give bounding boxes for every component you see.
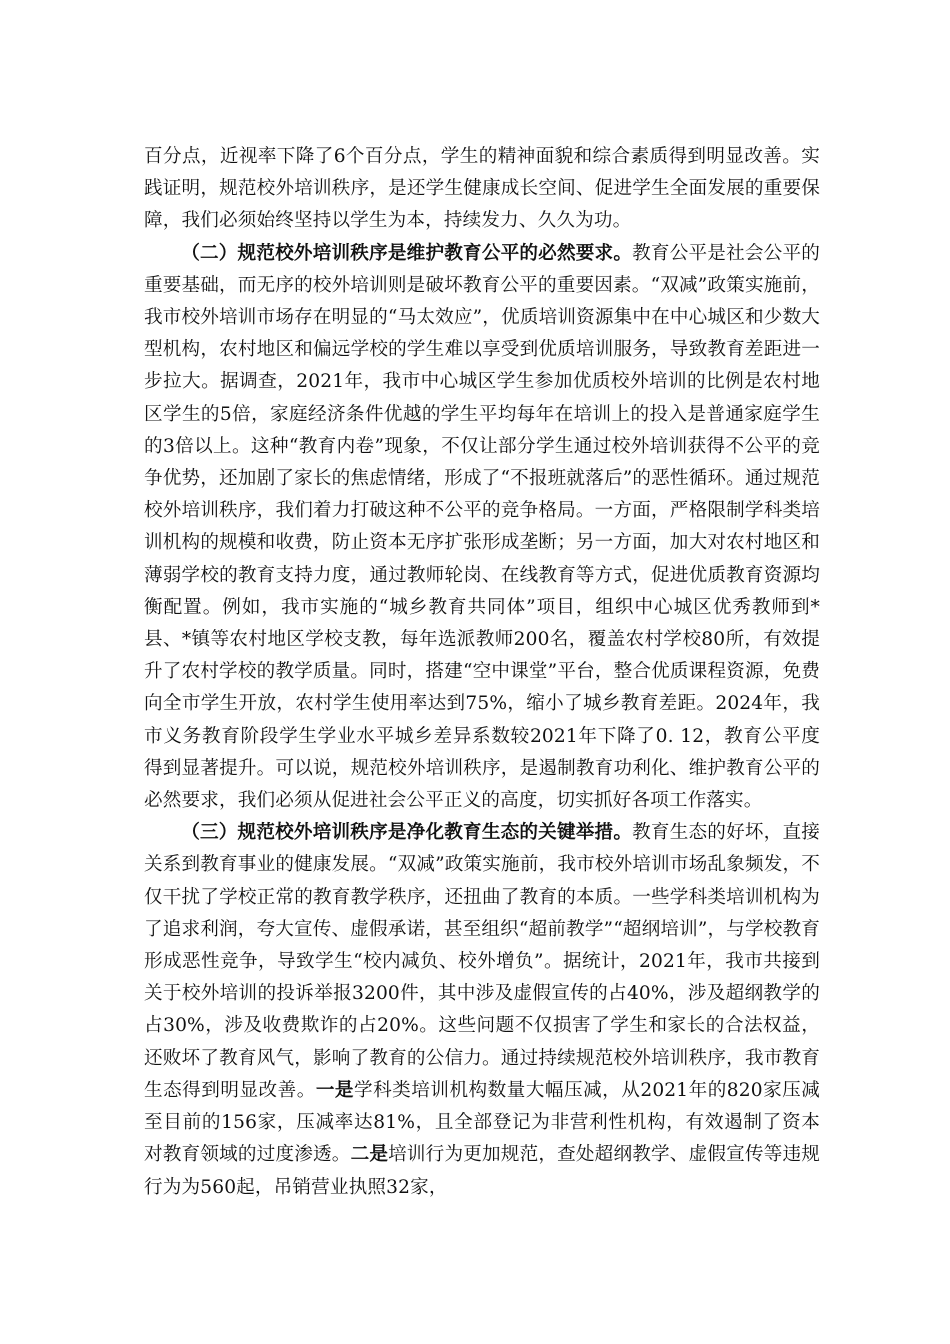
- paragraph-text: 百分点，近视率下降了6个百分点，学生的精神面貌和综合素质得到明显改善。实践证明，规范校外培训秩序，是还学生健康成长空间、促进学生全面发展的重要保障，我们必须始终坚持以学生为本，持续发力、久久为功。: [144, 146, 820, 232]
- point-marker-2: 二是: [350, 1144, 389, 1166]
- paragraph-text: 教育公平是社会公平的重要基础，而无序的校外培训则是破坏教育公平的重要因素。“双减”政策实施前，我市校外培训市场存在明显的“马太效应”，优质培训资源集中在中心城区和少数大型机构，农村地区和偏远学校的学生难以享受到优质培训服务，导致教育差距进一步拉大。据调查，2021年，我市中心城区学生参加优质校外培训的比例是农村地区学生的5倍，家庭经济条件优越的学生平均每年在培训上的投入是普通家庭学生的3倍以上。这种“教育内卷”现象，不仅让部分学生通过校外培训获得不公平的竞争优势，还加剧了家长的焦虑情绪，形成了“不报班就落后”的恶性循环。通过规范校外培训秩序，我们着力打破这种不公平的竞争格局。一方面，严格限制学科类培训机构的规模和收费，防止资本无序扩张形成垄断；另一方面，加大对农村地区和薄弱学校的教育支持力度，通过教师轮岗、在线教育等方式，促进优质教育资源均衡配置。例如，我市实施的“城乡教育共同体”项目，组织中心城区优秀教师到*县、*镇等农村地区学校支教，每年选派教师200名，覆盖农村学校80所，有效提升了农村学校的教学质量。同时，搭建“空中课堂”平台，整合优质课程资源，免费向全市学生开放，农村学生使用率达到75%，缩小了城乡教育差距。2024年，我市义务教育阶段学生学业水平城乡差异系数较2021年下降了0. 12，教育公平度得到显著提升。可以说，规范校外培训秩序，是遏制教育功利化、维护教育公平的必然要求，我们必须从促进社会公平正义的高度，切实抓好各项工作落实。: [144, 242, 820, 812]
- paragraph-text: 培训行为更加规范，查处超纲教学、虚假宣传等违规行为为560起，吊销营业执照32家，: [144, 1144, 820, 1198]
- paragraph-text: 教育生态的好坏，直接关系到教育事业的健康发展。“双减”政策实施前，我市校外培训市场乱象频发，不仅干扰了学校正常的教育教学秩序，还扭曲了教育的本质。一些学科类培训机构为了追求利润，夸大宣传、虚假承诺，甚至组织“超前教学”“超纲培训”，与学校教育形成恶性竞争，导致学生“校内减负、校外增负”。据统计，2021年，我市共接到关于校外培训的投诉举报3200件，其中涉及虚假宣传的占40%，涉及超纲教学的占30%，涉及收费欺诈的占20%。这些问题不仅损害了学生和家长的合法权益，还败坏了教育风气，影响了教育的公信力。通过持续规范校外培训秩序，我市教育生态得到明显改善。: [144, 822, 820, 1101]
- paragraph-education-ecology: [144, 817, 820, 1203]
- paragraph-continuation: [144, 141, 820, 238]
- section-heading-3: （三）规范校外培训秩序是净化教育生态的关键举措。: [181, 822, 633, 844]
- section-heading-2: （二）规范校外培训秩序是维护教育公平的必然要求。: [181, 242, 633, 264]
- paragraph-text: 学科类培训机构数量大幅压减，从2021年的820家压减至目前的156家，压减率达81%，且全部登记为非营利性机构，有效遏制了资本对教育领域的过度渗透。: [144, 1079, 820, 1166]
- point-marker-1: 一是: [315, 1079, 354, 1101]
- paragraph-education-equity: [144, 238, 820, 818]
- document-body: [144, 141, 820, 1204]
